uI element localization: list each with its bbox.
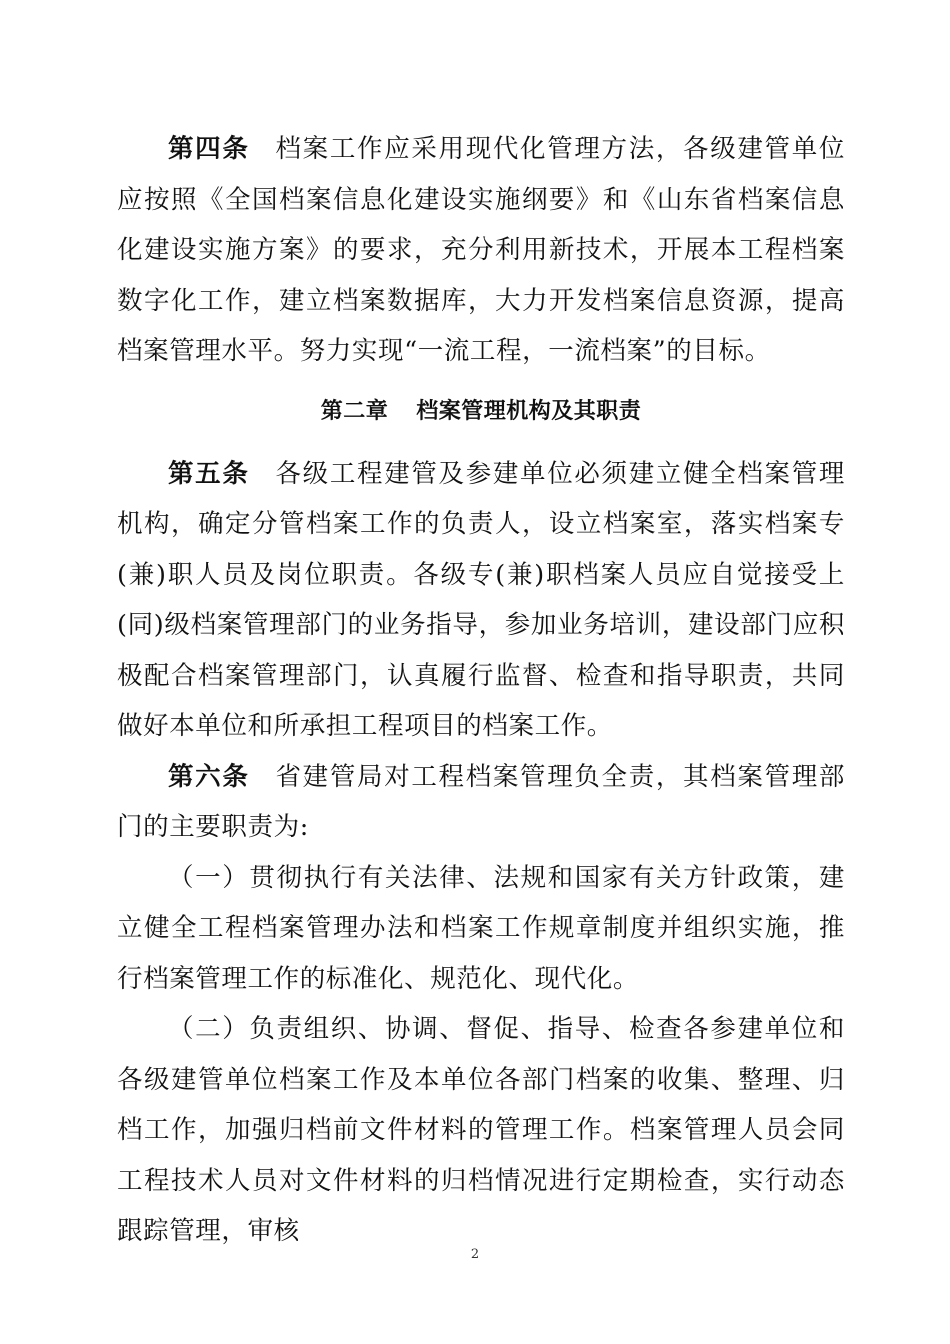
list-item-2: （二）负责组织、协调、督促、指导、检查各参建单位和各级建管单位档案工作及本单位各部门档案的收集、整理、归档工作，加强归档前文件材料的管理工作。档案管理人员会同工程技术人员对文件材料的归档情况进行定期检查，实行动态跟踪管理，审核 — [117, 1014, 845, 1246]
article-5-text: 各级工程建管及参建单位必须建立健全档案管理机构，确定分管档案工作的负责人，设立档案室，落实档案专(兼)职人员及岗位职责。各级专(兼)职档案人员应自觉接受上(同)级档案管理部门的业务指导，参加业务培训，建设部门应积极配合档案管理部门，认真履行监督、检查和指导职责，共同做好本单位和所承担工程项目的档案工作。 — [117, 458, 845, 741]
chapter-heading — [117, 379, 845, 445]
article-5-label: 第五条 — [168, 458, 250, 489]
article-6-label: 第六条 — [168, 761, 250, 792]
article-5 — [117, 449, 845, 752]
article-4 — [117, 124, 845, 377]
article-4-text: 档案工作应采用现代化管理方法，各级建管单位应按照《全国档案信息化建设实施纲要》和《山东省档案信息化建设实施方案》的要求，充分利用新技术，开展本工程档案数字化工作，建立档案数据库，大力开发档案信息资源，提高档案管理水平。努力实现“一流工程，一流档案”的目标。 — [117, 134, 845, 366]
article-6-text: 省建管局对工程档案管理负全责，其档案管理部门的主要职责为: — [117, 761, 845, 842]
page-number: 2 — [470, 1247, 480, 1262]
article-6 — [117, 752, 845, 853]
chapter-title: 档案管理机构及其职责 — [416, 398, 642, 424]
list-item-1: （一）贯彻执行有关法律、法规和国家有关方针政策，建立健全工程档案管理办法和档案工作规章制度并组织实施，推行档案管理工作的标准化、规范化、现代化。 — [117, 862, 845, 994]
chapter-number: 第二章 — [320, 398, 389, 424]
article-4-label: 第四条 — [168, 134, 250, 164]
document-body — [117, 124, 845, 1257]
